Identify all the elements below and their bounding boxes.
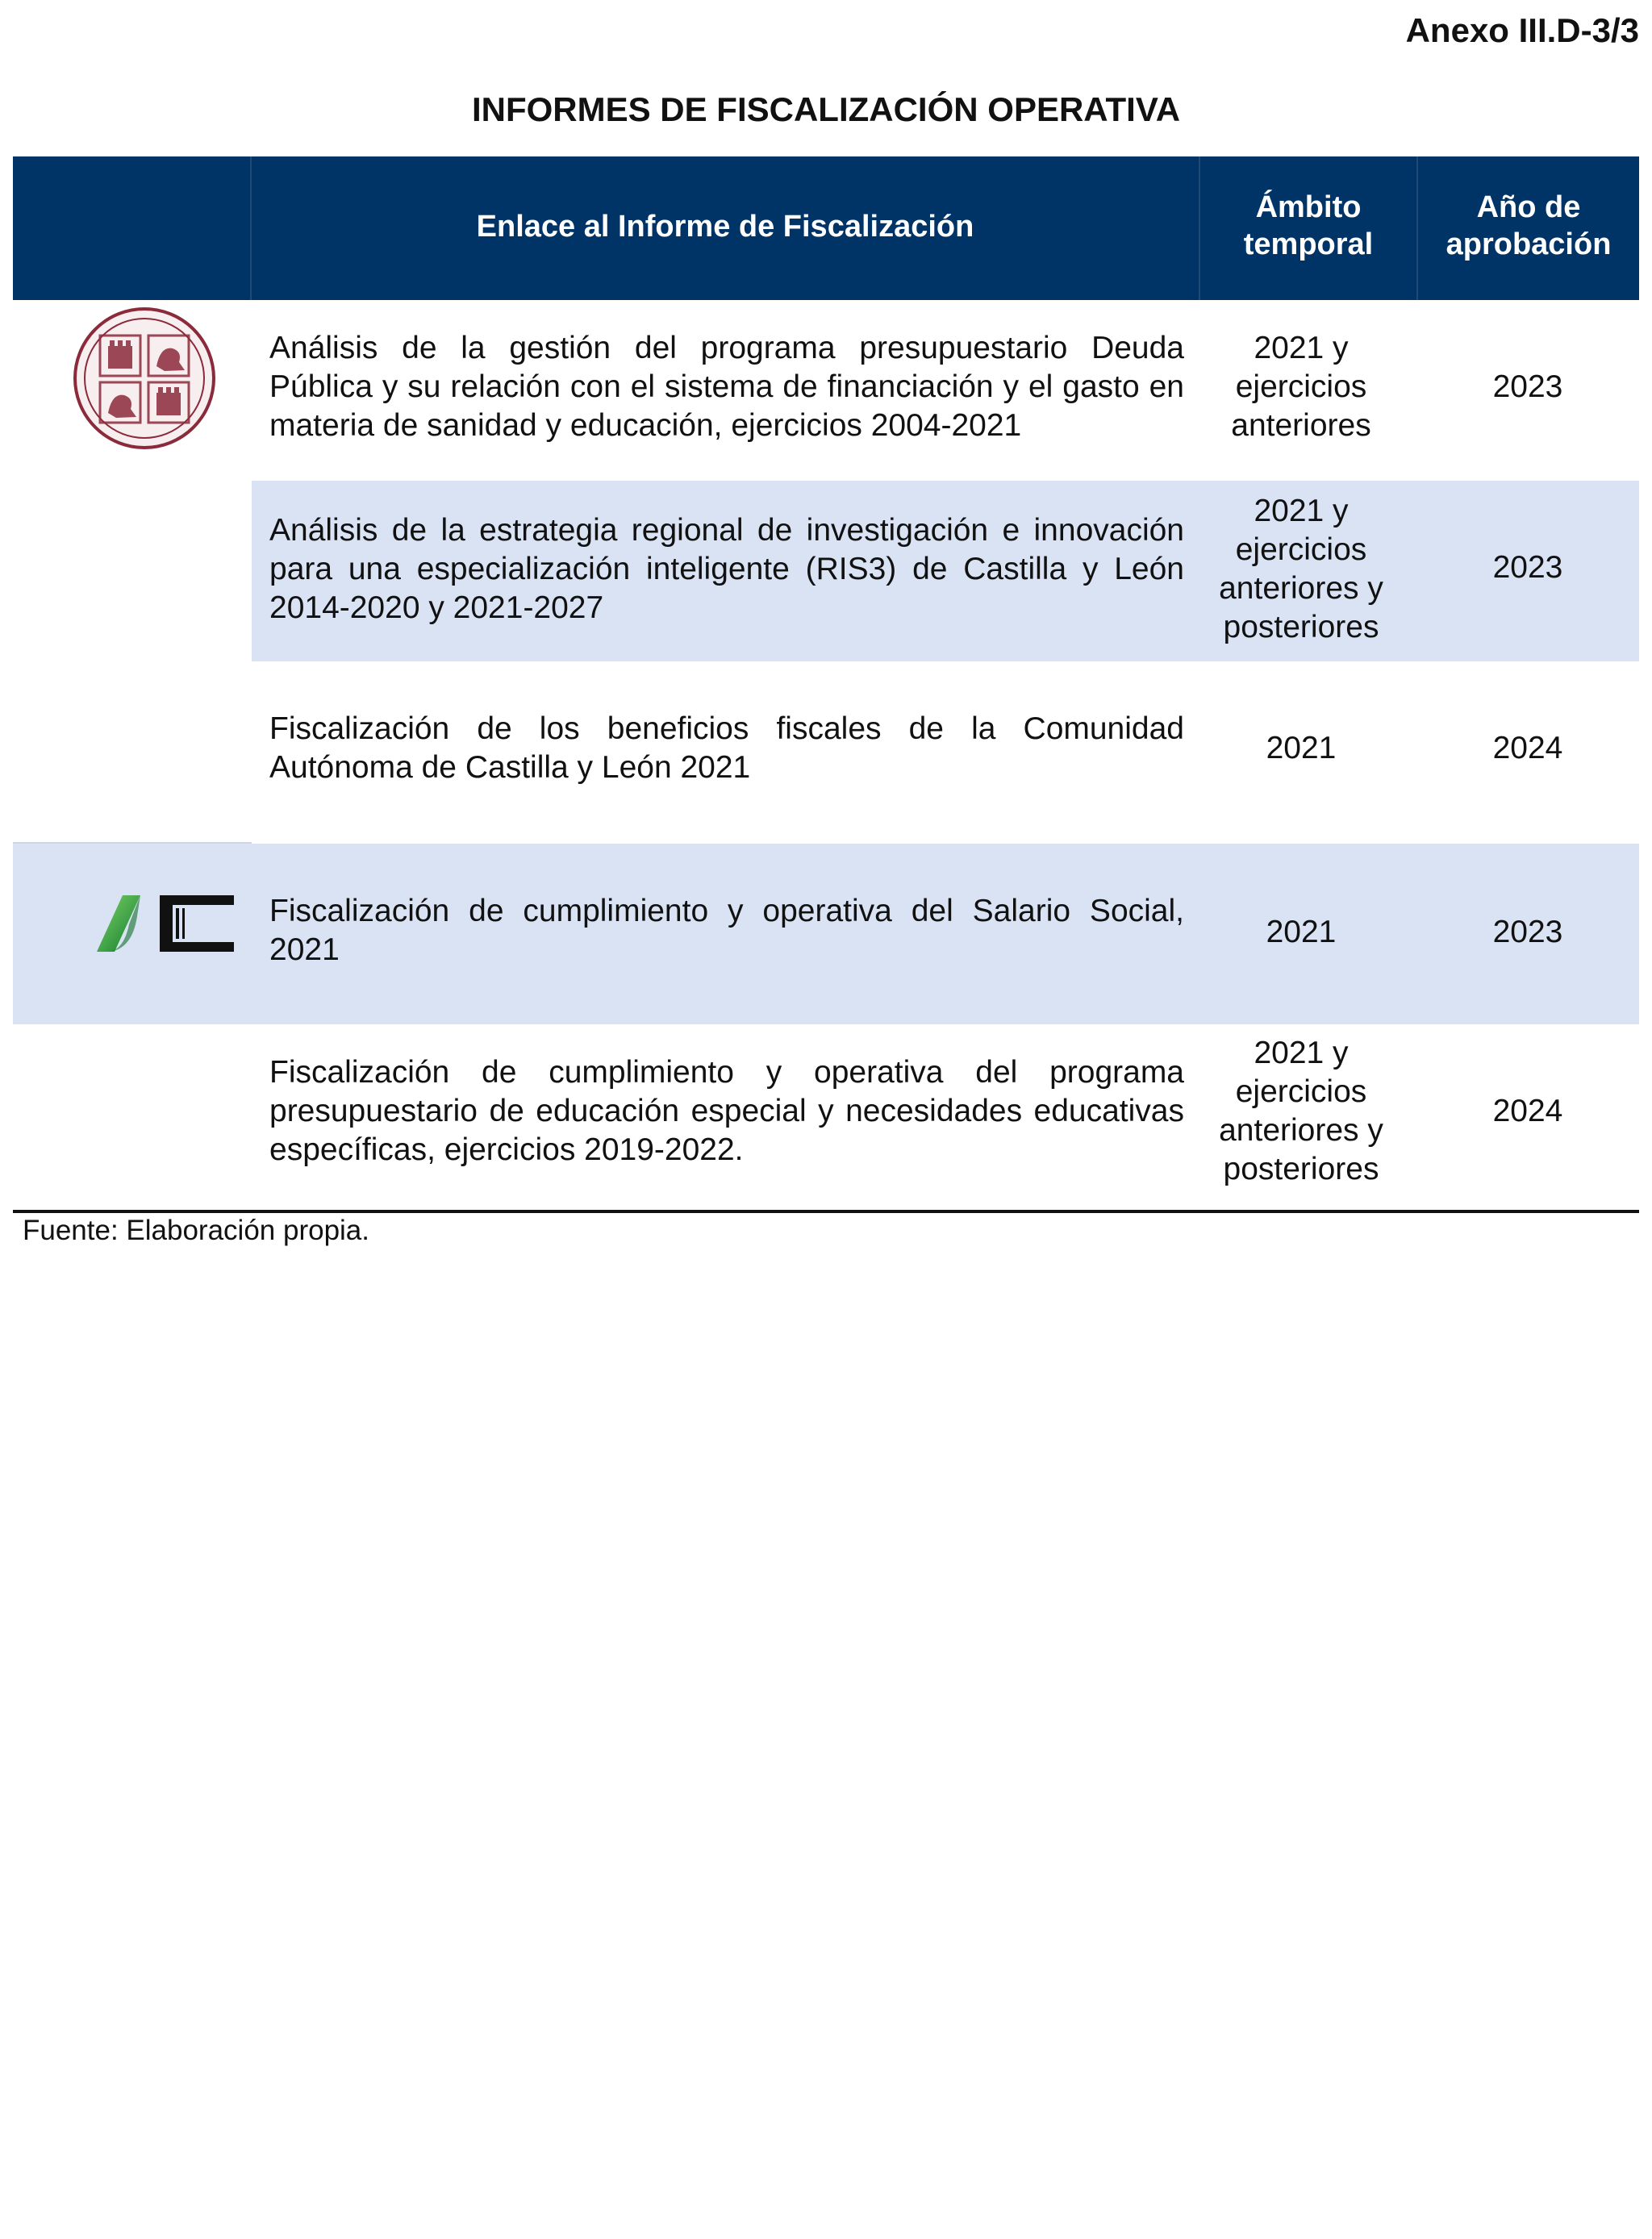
report-link[interactable]: Fiscalización de cumplimiento y operativa del programa presupuestario de educación especial y necesidades educativas específicas, ejercicios 2019-2022. xyxy=(269,1055,1184,1167)
scope-line: ejercicios xyxy=(1235,1074,1367,1109)
header-year-line1: Año de xyxy=(1476,190,1581,224)
scope-line: 2021 y xyxy=(1254,494,1349,528)
scope-cell xyxy=(1202,1034,1400,1189)
scope-line: 2021 y xyxy=(1254,331,1349,365)
header-scope-line1: Ámbito xyxy=(1255,190,1362,224)
table-row xyxy=(252,661,1639,842)
header-year-line2: aprobación xyxy=(1446,227,1612,261)
year-cell: 2023 xyxy=(1492,550,1563,585)
header-scope-line2: temporal xyxy=(1243,227,1374,261)
report-link[interactable]: Análisis de la gestión del programa presupuestario Deuda Pública y su relación con el sistema de financiación y el gasto en materia de sanidad y educación, ejercicios 2004-2021 xyxy=(269,331,1184,443)
year-cell: 2023 xyxy=(1492,915,1563,949)
scope-cell xyxy=(1202,729,1400,768)
scope-line: anteriores y xyxy=(1219,571,1383,606)
scope-cell xyxy=(1202,329,1400,445)
table-row xyxy=(252,1024,1639,1205)
consejo-cuentas-logo-icon xyxy=(92,892,237,973)
header-link-column: Enlace al Informe de Fiscalización xyxy=(476,210,974,244)
scope-line: anteriores y xyxy=(1219,1113,1383,1148)
table-header xyxy=(13,156,1639,300)
page-title: INFORMES DE FISCALIZACIÓN OPERATIVA xyxy=(471,90,1181,128)
castilla-leon-seal-icon xyxy=(68,302,221,455)
year-cell: 2023 xyxy=(1492,369,1563,404)
report-link[interactable]: Análisis de la estrategia regional de investigación e innovación para una especialización inteligente (RIS3) de Castilla y León 2014-2020 y 2021-2027 xyxy=(269,513,1184,625)
report-link[interactable]: Fiscalización de cumplimiento y operativa del Salario Social, 2021 xyxy=(269,894,1184,967)
scope-line: ejercicios xyxy=(1235,369,1367,404)
scope-line: 2021 xyxy=(1266,731,1337,765)
scope-cell xyxy=(1202,492,1400,647)
scope-line: ejercicios xyxy=(1235,532,1367,567)
year-cell: 2024 xyxy=(1492,1094,1563,1128)
scope-cell xyxy=(1202,913,1400,952)
table-row xyxy=(252,844,1639,1024)
scope-line: 2021 xyxy=(1266,915,1337,949)
table-bottom-rule xyxy=(13,1210,1639,1213)
scope-line: posteriores xyxy=(1223,1152,1379,1186)
table-row xyxy=(252,481,1639,661)
source-note: Fuente: Elaboración propia. xyxy=(23,1215,369,1246)
scope-line: anteriores xyxy=(1231,408,1371,443)
scope-line: posteriores xyxy=(1223,610,1379,644)
annex-label: Anexo III.D-3/3 xyxy=(1405,11,1639,49)
year-cell: 2024 xyxy=(1492,731,1563,765)
table-row xyxy=(252,300,1639,481)
scope-line: 2021 y xyxy=(1254,1036,1349,1070)
report-link[interactable]: Fiscalización de los beneficios fiscales de la Comunidad Autónoma de Castilla y León 2021 xyxy=(269,711,1184,785)
